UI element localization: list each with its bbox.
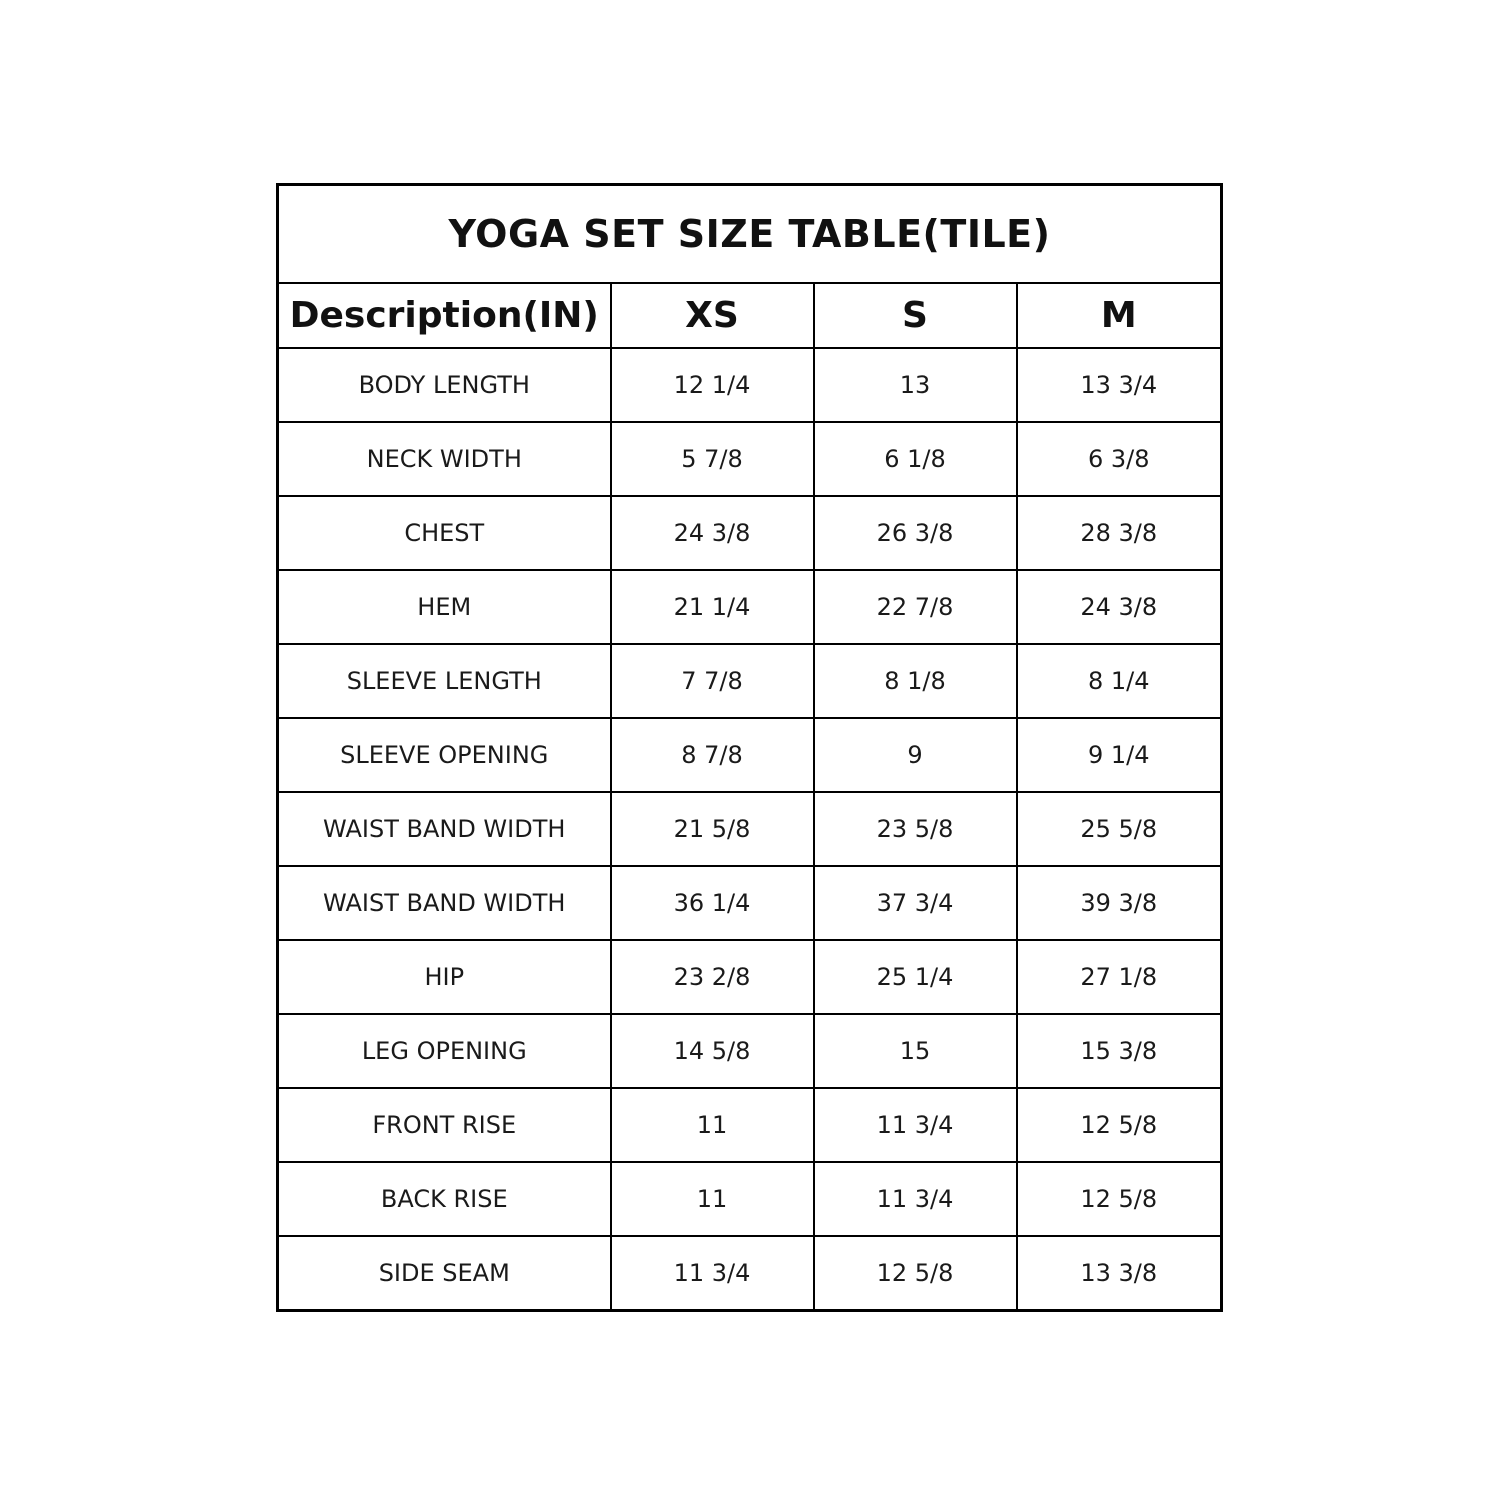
table-row [278,496,1222,570]
row-description: WAIST BAND WIDTH [278,866,611,940]
cell-m: 12 5/8 [1017,1088,1222,1162]
table-row [278,718,1222,792]
cell-s: 26 3/8 [814,496,1017,570]
cell-xs: 12 1/4 [611,348,814,422]
cell-xs: 21 1/4 [611,570,814,644]
table-row [278,422,1222,496]
row-description: HIP [278,940,611,1014]
cell-m: 13 3/4 [1017,348,1222,422]
row-description: SIDE SEAM [278,1236,611,1311]
row-description: BODY LENGTH [278,348,611,422]
cell-m: 15 3/8 [1017,1014,1222,1088]
cell-xs: 24 3/8 [611,496,814,570]
table-row [278,644,1222,718]
cell-s: 11 3/4 [814,1162,1017,1236]
header-m: M [1017,283,1222,348]
cell-xs: 7 7/8 [611,644,814,718]
cell-xs: 23 2/8 [611,940,814,1014]
cell-xs: 8 7/8 [611,718,814,792]
cell-m: 6 3/8 [1017,422,1222,496]
header-row [278,283,1222,348]
row-description: CHEST [278,496,611,570]
cell-s: 12 5/8 [814,1236,1017,1311]
cell-s: 37 3/4 [814,866,1017,940]
size-table [276,183,1223,1312]
table-row [278,866,1222,940]
cell-m: 28 3/8 [1017,496,1222,570]
cell-m: 12 5/8 [1017,1162,1222,1236]
cell-xs: 36 1/4 [611,866,814,940]
table-row [278,940,1222,1014]
cell-m: 39 3/8 [1017,866,1222,940]
table-body [278,348,1222,1311]
row-description: FRONT RISE [278,1088,611,1162]
cell-m: 13 3/8 [1017,1236,1222,1311]
table-row [278,1088,1222,1162]
header-s: S [814,283,1017,348]
cell-s: 13 [814,348,1017,422]
cell-xs: 11 [611,1088,814,1162]
cell-xs: 21 5/8 [611,792,814,866]
table-title: YOGA SET SIZE TABLE(TILE) [278,185,1222,284]
row-description: HEM [278,570,611,644]
header-xs: XS [611,283,814,348]
cell-m: 8 1/4 [1017,644,1222,718]
title-row [278,185,1222,284]
cell-m: 24 3/8 [1017,570,1222,644]
cell-s: 11 3/4 [814,1088,1017,1162]
cell-m: 25 5/8 [1017,792,1222,866]
cell-s: 25 1/4 [814,940,1017,1014]
cell-m: 9 1/4 [1017,718,1222,792]
row-description: NECK WIDTH [278,422,611,496]
cell-m: 27 1/8 [1017,940,1222,1014]
table-row [278,348,1222,422]
row-description: SLEEVE LENGTH [278,644,611,718]
cell-xs: 5 7/8 [611,422,814,496]
header-description: Description(IN) [278,283,611,348]
table-row [278,1162,1222,1236]
row-description: LEG OPENING [278,1014,611,1088]
cell-s: 22 7/8 [814,570,1017,644]
cell-xs: 14 5/8 [611,1014,814,1088]
table-row [278,570,1222,644]
cell-s: 8 1/8 [814,644,1017,718]
row-description: WAIST BAND WIDTH [278,792,611,866]
cell-xs: 11 [611,1162,814,1236]
table-row [278,792,1222,866]
table-row [278,1014,1222,1088]
row-description: BACK RISE [278,1162,611,1236]
cell-xs: 11 3/4 [611,1236,814,1311]
cell-s: 9 [814,718,1017,792]
row-description: SLEEVE OPENING [278,718,611,792]
table-row [278,1236,1222,1311]
cell-s: 6 1/8 [814,422,1017,496]
cell-s: 23 5/8 [814,792,1017,866]
cell-s: 15 [814,1014,1017,1088]
